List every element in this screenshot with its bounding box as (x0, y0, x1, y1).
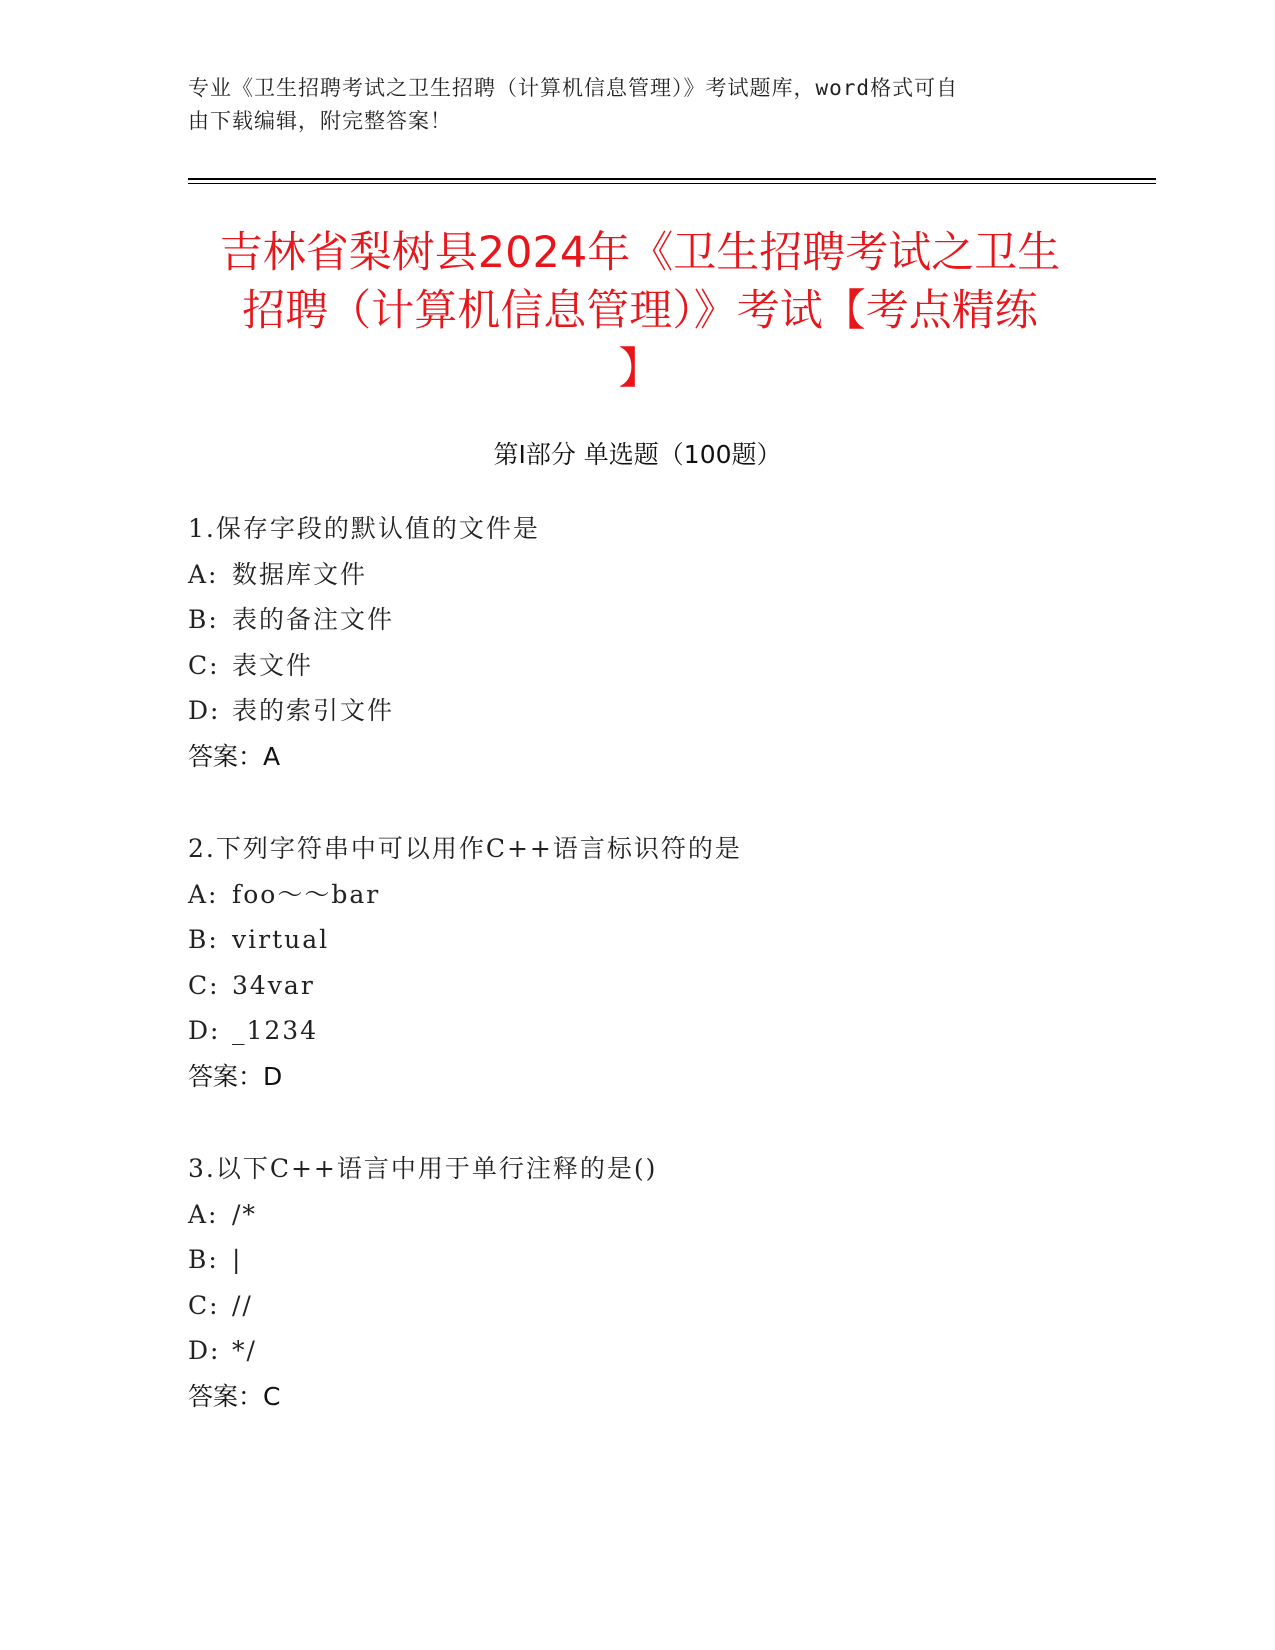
option-c (188, 963, 1088, 1009)
question-stem: 3.以下C++语言中用于单行注释的是() (188, 1154, 658, 1183)
option-a (188, 1192, 1088, 1238)
option-c (188, 643, 1088, 689)
option-label: C: (188, 1290, 220, 1320)
option-label: D: (188, 1016, 221, 1045)
header-rule-thin (188, 183, 1156, 184)
option-text: 数据库文件 (232, 559, 368, 589)
option-label: B: (188, 605, 219, 634)
option-label: B: (188, 1245, 219, 1274)
option-a (188, 552, 1088, 598)
option-text: _1234 (232, 1016, 319, 1045)
option-b (188, 1237, 1088, 1283)
option-b (188, 917, 1088, 963)
option-text: */ (232, 1336, 257, 1365)
option-label: C: (188, 970, 220, 1000)
option-b (188, 597, 1088, 643)
header-rule-thick (188, 178, 1156, 180)
option-label: A: (188, 559, 219, 589)
question-3 (188, 1146, 1088, 1419)
option-text: 表文件 (232, 650, 314, 680)
title-line-3: 】 (618, 344, 662, 394)
header-note (188, 72, 1068, 138)
question-2 (188, 826, 1088, 1099)
question-1 (188, 506, 1088, 779)
answer: 答案：C (188, 1381, 281, 1411)
title-line-2: 招聘（计算机信息管理）》考试【考点精练 (242, 286, 1038, 336)
option-text: | (232, 1245, 243, 1274)
title-line-1: 吉林省梨树县2024年《卫生招聘考试之卫生 (219, 228, 1061, 278)
option-d (188, 1008, 1088, 1054)
option-label: C: (188, 650, 220, 680)
answer: 答案：D (188, 1061, 283, 1091)
header-note-line-1: 专业《卫生招聘考试之卫生招聘（计算机信息管理）》考试题库，word格式可自 (188, 76, 959, 100)
option-text: 表的备注文件 (232, 605, 395, 634)
option-c (188, 1283, 1088, 1329)
option-text: virtual (232, 925, 330, 954)
option-label: D: (188, 1336, 221, 1365)
option-d (188, 688, 1088, 734)
option-text: 34var (232, 970, 315, 1000)
option-text: 表的索引文件 (232, 696, 395, 725)
option-label: A: (188, 1199, 219, 1229)
question-stem: 1.保存字段的默认值的文件是 (188, 514, 540, 543)
header-note-line-2: 由下载编辑，附完整答案！ (188, 109, 452, 133)
section-heading: 第Ⅰ部分 单选题（100题） (493, 440, 782, 469)
option-d (188, 1328, 1088, 1374)
option-text: foo～～bar (232, 879, 381, 909)
option-a (188, 872, 1088, 918)
document-title (160, 224, 1120, 398)
question-stem: 2.下列字符串中可以用作C++语言标识符的是 (188, 834, 742, 863)
option-label: D: (188, 696, 221, 725)
option-text: // (232, 1290, 253, 1320)
answer: 答案：A (188, 741, 281, 771)
option-label: A: (188, 879, 219, 909)
option-text: /* (232, 1199, 257, 1229)
option-label: B: (188, 925, 219, 954)
